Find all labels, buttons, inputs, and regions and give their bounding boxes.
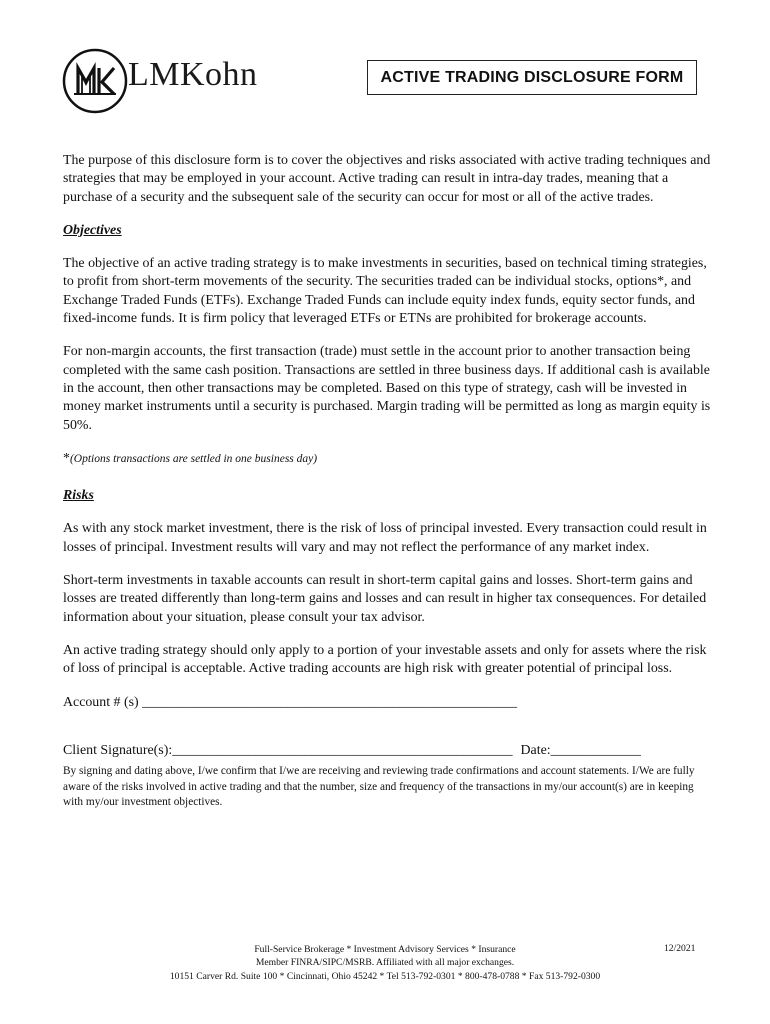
risks-paragraph-3: An active trading strategy should only apply to a portion of your investable assets and only for assets where the risk of loss of principal is acceptable. Active trading accounts are high risk with greater potential of principal loss. [63,642,707,677]
page-footer [140,943,630,983]
signature-row [63,742,713,760]
acknowledgement-text: By signing and dating above, I/we confirm that I/we are receiving and reviewing trade confirmations and account statements. I/We are fully aware of the risks involved in active trading and that the number, size and frequency of the transactions in my/our account(s) are in keeping with my/our investment objectives. [63,765,695,809]
objectives-heading: Objectives [63,222,122,238]
objectives-paragraph-2: For non-margin accounts, the first transaction (trade) must settle in the account prior to another transaction being completed with the same cash position. Transactions are settled in three business days. If additional cash is available in the account, then other transactions may be completed. Based on this type of strategy, cash will be invested in money market instruments until a security is purchased. Margin trading will be permitted as long as margin equity is 50%. [63,344,711,433]
date-label: Date: [520,742,551,758]
document-body [63,152,713,811]
risks-heading: Risks [63,488,94,504]
note-text: (Options transactions are settled in one business day) [69,452,318,465]
lmk-monogram-icon [62,46,132,116]
company-logo [62,46,284,116]
footer-revision-date: 12/2021 [664,943,696,954]
logo-wordmark: LMKohn [128,56,258,93]
intro-paragraph: The purpose of this disclosure form is to cover the objectives and risks associated with active trading techniques and strategies that may be employed in your account. Active trading can result in intra-day trades, meaning that a purchase of a security and the subsequent sale of the security can occur for most or all of the active trades. [63,153,711,205]
signature-label: Client Signature(s): [63,742,173,758]
footer-address: 10151 Carver Rd. Suite 100 * Cincinnati, Ohio 45242 * Tel 513-792-0301 * 800-478-0788 * Fax 513-792-0300 [169,970,601,982]
account-label: Account # (s) [63,694,143,710]
footer-services: Full-Service Brokerage * Investment Advisory Services * Insurance [254,944,516,955]
signature-input-line[interactable]: _________________________________________________ [172,742,513,758]
risks-paragraph-2: Short-term investments in taxable accounts can result in short-term capital gains and losses. Short-term gains and losses are treated differently than long-term gains and losses and can result in higher tax consequences. For detailed information about your situation, please consult your tax advisor. [63,573,707,625]
risks-paragraph-1: As with any stock market investment, there is the risk of loss of principal invested. Every transaction could result in losses of principal. Investment results will vary and may not reflect the performance of any market index. [63,521,707,555]
options-note [63,450,713,468]
form-title: ACTIVE TRADING DISCLOSURE FORM [367,60,697,95]
footer-membership: Member FINRA/SIPC/MSRB. Affiliated with all major exchanges. [255,957,515,969]
account-field[interactable] [63,694,713,712]
account-input-line[interactable]: ______________________________________________________ [142,694,518,710]
note-asterisk: * [63,450,70,466]
date-input-line[interactable]: _____________ [550,742,641,758]
objectives-paragraph-1: The objective of an active trading strategy is to make investments in securities, based on technical timing strategies, to profit from short-term movements of the security. The securities traded can be individual stocks, options*, and Exchange Traded Funds (ETFs). Exchange Traded Funds can include equity index funds, equity sector funds, and fixed-income funds. It is firm policy that leveraged ETFs or ETNs are prohibited for brokerage accounts. [63,256,707,327]
